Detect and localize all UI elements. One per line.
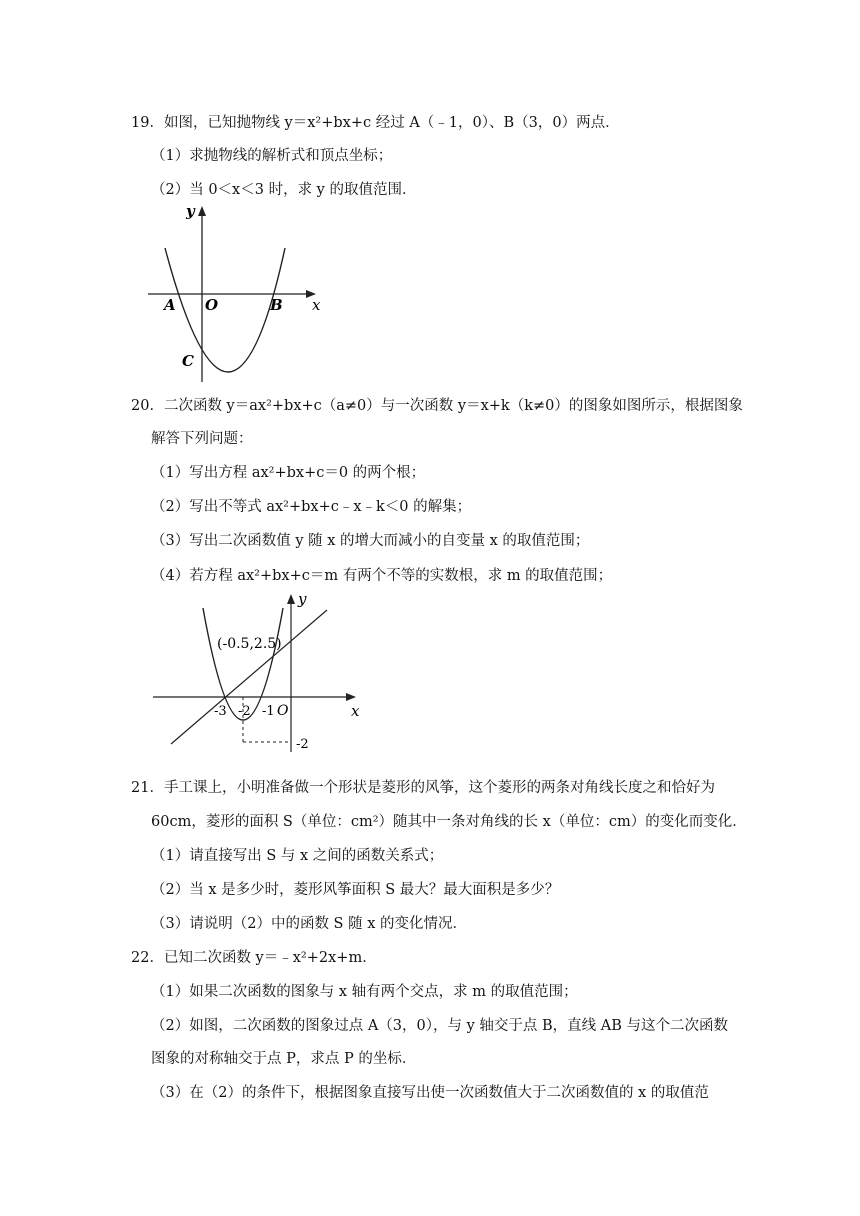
q20-y-arrow [287,594,295,604]
q19-part1: （1）求抛物线的解析式和顶点坐标； [151,148,393,164]
q19-point-a-label: A [164,296,176,314]
q20-x-label: x [351,702,360,720]
q22-part3: （3）在（2）的条件下，根据图象直接写出使一次函数值大于二次函数值的 x 的取值范 [151,1085,709,1101]
q20-stem: 20．二次函数 y＝ax²+bx+c（a≠0）与一次函数 y＝x+k（k≠0）的图象如图所示，根据图象 [131,398,743,414]
q19-x-label: x [312,296,321,314]
q20-tick-minus1: -1 [262,704,275,719]
q20-tick-minus3: -3 [214,704,227,719]
q20-point-label: (-0.5,2.5) [217,636,282,652]
q20-x-arrow [346,693,356,701]
q20-origin-label: O [277,703,289,719]
q20-part1: （1）写出方程 ax²+bx+c＝0 的两个根； [151,465,426,481]
q19-point-c-label: C [182,352,194,370]
q21-stem-continued: 60cm，菱形的面积 S（单位：cm²）随其中一条对角线的长 x（单位：cm）的变化而变化． [151,814,747,830]
q19-origin-label: O [205,296,219,314]
q19-point-b-label: B [270,296,283,314]
q20-y-tick-minus2: -2 [296,737,309,752]
q19-part2: （2）当 0＜x＜3 时，求 y 的取值范围． [151,182,417,198]
q20-tick-minus2: -2 [238,704,251,719]
q21-part1: （1）请直接写出 S 与 x 之间的函数关系式； [151,848,444,864]
q21-part3: （3）请说明（2）中的函数 S 随 x 的变化情况． [151,916,467,932]
q19-figure [140,200,340,390]
q22-part2-continued: 图象的对称轴交于点 P，求点 P 的坐标． [151,1051,417,1067]
q22-stem: 22．已知二次函数 y＝﹣x²+2x+m． [131,950,377,966]
q20-part4: （4）若方程 ax²+bx+c＝m 有两个不等的实数根，求 m 的取值范围； [151,568,613,584]
q22-part1: （1）如果二次函数的图象与 x 轴有两个交点，求 m 的取值范围； [151,984,578,1000]
q20-linear-function [171,610,327,744]
q19-y-arrow [198,206,206,216]
q19-y-label: y [186,202,195,220]
q21-stem: 21．手工课上，小明准备做一个形状是菱形的风筝，这个菱形的两条对角线长度之和恰好为 [131,780,715,796]
q20-stem-continued: 解答下列问题： [151,431,253,447]
q19-stem: 19．如图，已知抛物线 y＝x²+bx+c 经过 A（﹣1，0）、B（3，0）两点． [131,115,620,131]
q20-figure [145,590,370,760]
q20-part3: （3）写出二次函数值 y 随 x 的增大而减小的自变量 x 的取值范围； [151,533,590,549]
q21-part2: （2）当 x 是多少时，菱形风筝面积 S 最大？最大面积是多少？ [151,882,560,898]
q20-y-label: y [298,590,307,608]
q20-part2: （2）写出不等式 ax²+bx+c﹣x﹣k＜0 的解集； [151,499,472,515]
q22-part2: （2）如图，二次函数的图象过点 A（3，0），与 y 轴交于点 B，直线 AB 与这个二次函数 [151,1018,729,1034]
